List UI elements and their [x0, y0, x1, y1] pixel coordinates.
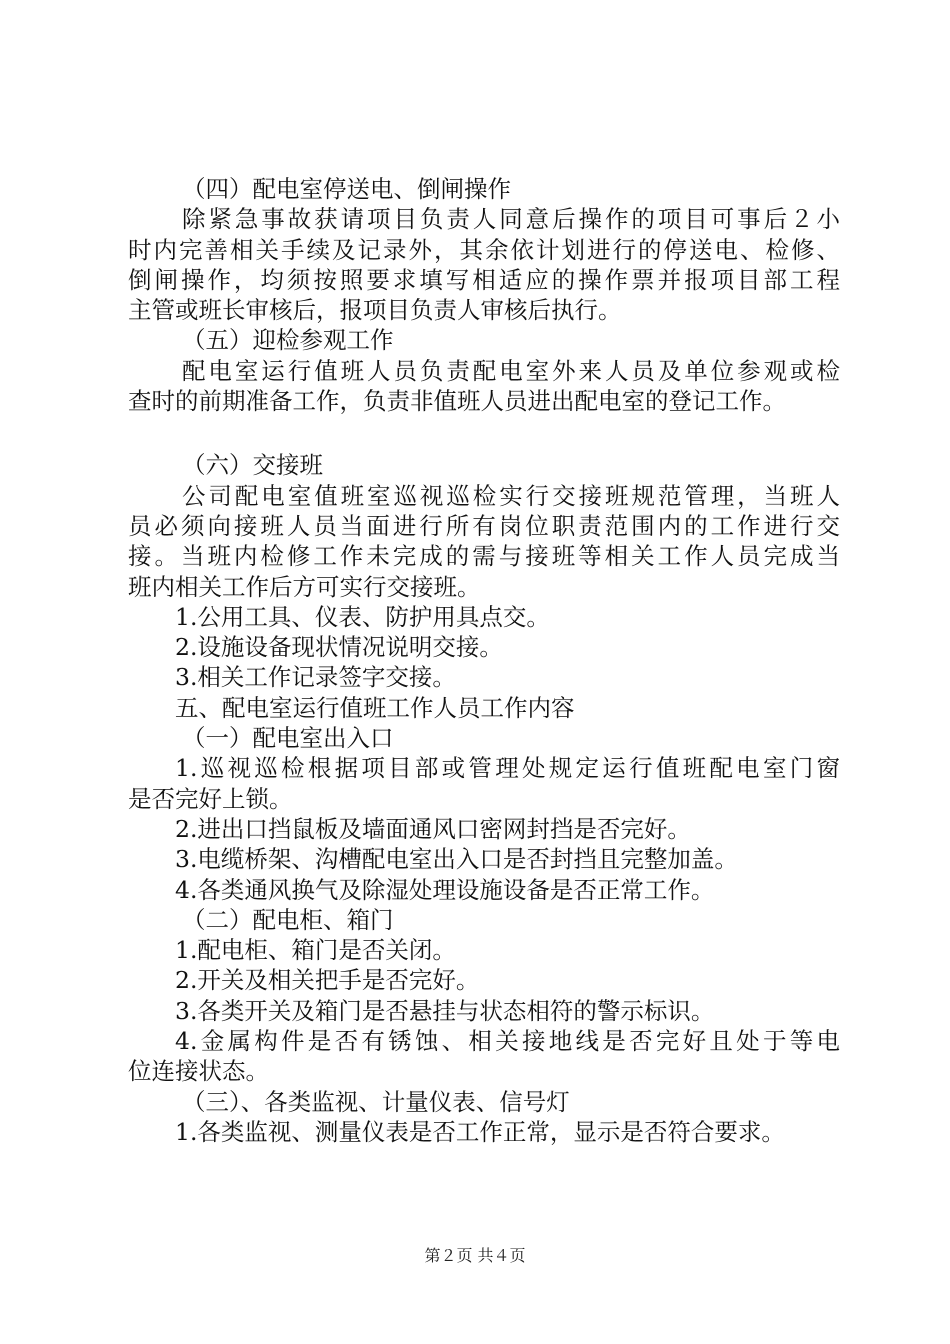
paragraph-line: 位连接状态。 [128, 1057, 269, 1086]
list-item: 2.设施设备现状情况说明交接。 [175, 633, 503, 662]
paragraph-line: 公司配电室值班室巡视巡检实行交接班规范管理，当班人 [182, 481, 840, 510]
paragraph-line: 配电室运行值班人员负责配电室外来人员及单位参观或检 [182, 356, 840, 385]
document-body [128, 174, 840, 1147]
paragraph-line: 时内完善相关手续及记录外，其余依计划进行的停送电、检修、 [128, 235, 840, 264]
list-item: 3.各类开关及箱门是否悬挂与状态相符的警示标识。 [175, 996, 715, 1025]
page-number-footer: 第２页 共４页 [424, 1246, 526, 1265]
chapter-heading: 五、配电室运行值班工作人员工作内容 [175, 693, 575, 722]
paragraph-line: 员必须向接班人员当面进行所有岗位职责范围内的工作进行交 [128, 511, 840, 540]
section-heading: （三）、各类监视、计量仪表、信号灯 [182, 1087, 570, 1116]
paragraph-line: 班内相关工作后方可实行交接班。 [128, 572, 481, 601]
list-item: 3.相关工作记录签字交接。 [175, 663, 456, 692]
section-heading: （一）配电室出入口 [182, 724, 394, 753]
paragraph-line: 倒闸操作，均须按照要求填写相适应的操作票并报项目部工程 [128, 265, 840, 294]
paragraph-spacer [128, 416, 840, 450]
paragraph-line: 是否完好上锁。 [128, 784, 293, 813]
list-item: 2.进出口挡鼠板及墙面通风口密网封挡是否完好。 [175, 814, 691, 843]
list-item: 1.各类监视、测量仪表是否工作正常，显示是否符合要求。 [175, 1117, 785, 1146]
paragraph-line: 除紧急事故获请项目负责人同意后操作的项目可事后２小 [182, 205, 840, 234]
list-item: 4.各类通风换气及除湿处理设施设备是否正常工作。 [175, 875, 715, 904]
list-item: 1.巡视巡检根据项目部或管理处规定运行值班配电室门窗 [175, 754, 840, 783]
list-item: 2.开关及相关把手是否完好。 [175, 966, 480, 995]
section-heading: （二）配电柜、箱门 [182, 905, 394, 934]
list-item: 1.公用工具、仪表、防护用具点交。 [175, 602, 550, 631]
section-heading: （六）交接班 [182, 451, 323, 480]
section-heading: （五）迎检参观工作 [182, 326, 394, 355]
section-heading: （四）配电室停送电、倒闸操作 [182, 175, 511, 203]
list-item: 1.配电柜、箱门是否关闭。 [175, 936, 456, 965]
paragraph-line: 接。当班内检修工作未完成的需与接班等相关工作人员完成当 [128, 542, 840, 571]
paragraph-line: 主管或班长审核后，报项目负责人审核后执行。 [128, 296, 622, 325]
list-item: 4.金属构件是否有锈蚀、相关接地线是否完好且处于等电 [175, 1027, 840, 1056]
paragraph-line: 查时的前期准备工作，负责非值班人员进出配电室的登记工作。 [128, 387, 786, 416]
list-item: 3.电缆桥架、沟槽配电室出入口是否封挡且完整加盖。 [175, 845, 738, 874]
